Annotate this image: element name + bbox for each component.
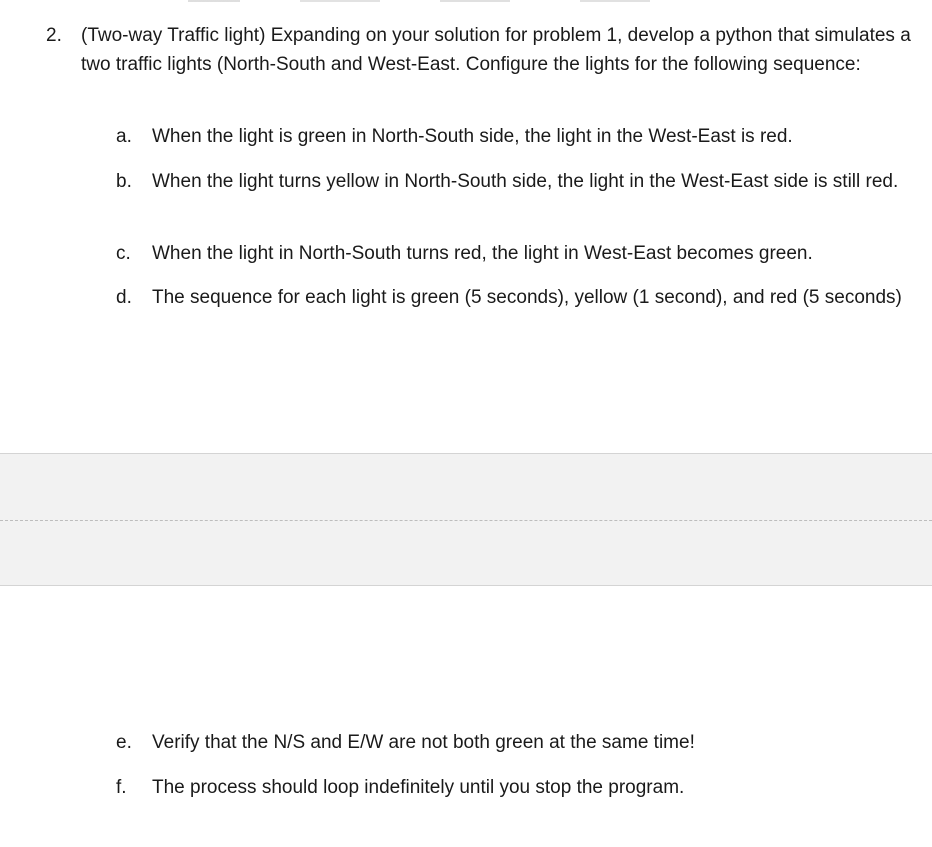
list-item-text: When the light is green in North-South side, the light in the West-East is red. xyxy=(152,126,793,147)
page-break-divider xyxy=(0,520,932,521)
cut-off-previous-line xyxy=(180,0,740,2)
problem-number: 2. xyxy=(46,25,62,46)
list-item-letter: e. xyxy=(116,732,132,753)
list-item-text: When the light turns yellow in North-South side, the light in the West-East side is still red. xyxy=(152,171,899,192)
list-item-text: When the light in North-South turns red, the light in West-East becomes green. xyxy=(152,243,813,264)
list-item-letter: a. xyxy=(116,126,132,147)
list-item-text: Verify that the N/S and E/W are not both green at the same time! xyxy=(152,732,695,753)
problem-description: (Two-way Traffic light) Expanding on your solution for problem 1, develop a python that simulates a two traffic lights (North-South and West-East. Configure the lights for the following sequence: xyxy=(81,25,911,75)
list-item-letter: c. xyxy=(116,243,131,264)
list-item-text: The process should loop indefinitely until you stop the program. xyxy=(152,777,685,798)
list-item-text: The sequence for each light is green (5 seconds), yellow (1 second), and red (5 seconds) xyxy=(152,287,902,308)
list-item-letter: d. xyxy=(116,287,132,308)
list-item-letter: f. xyxy=(116,777,127,798)
page-break-band xyxy=(0,453,932,586)
list-item-letter: b. xyxy=(116,171,132,192)
